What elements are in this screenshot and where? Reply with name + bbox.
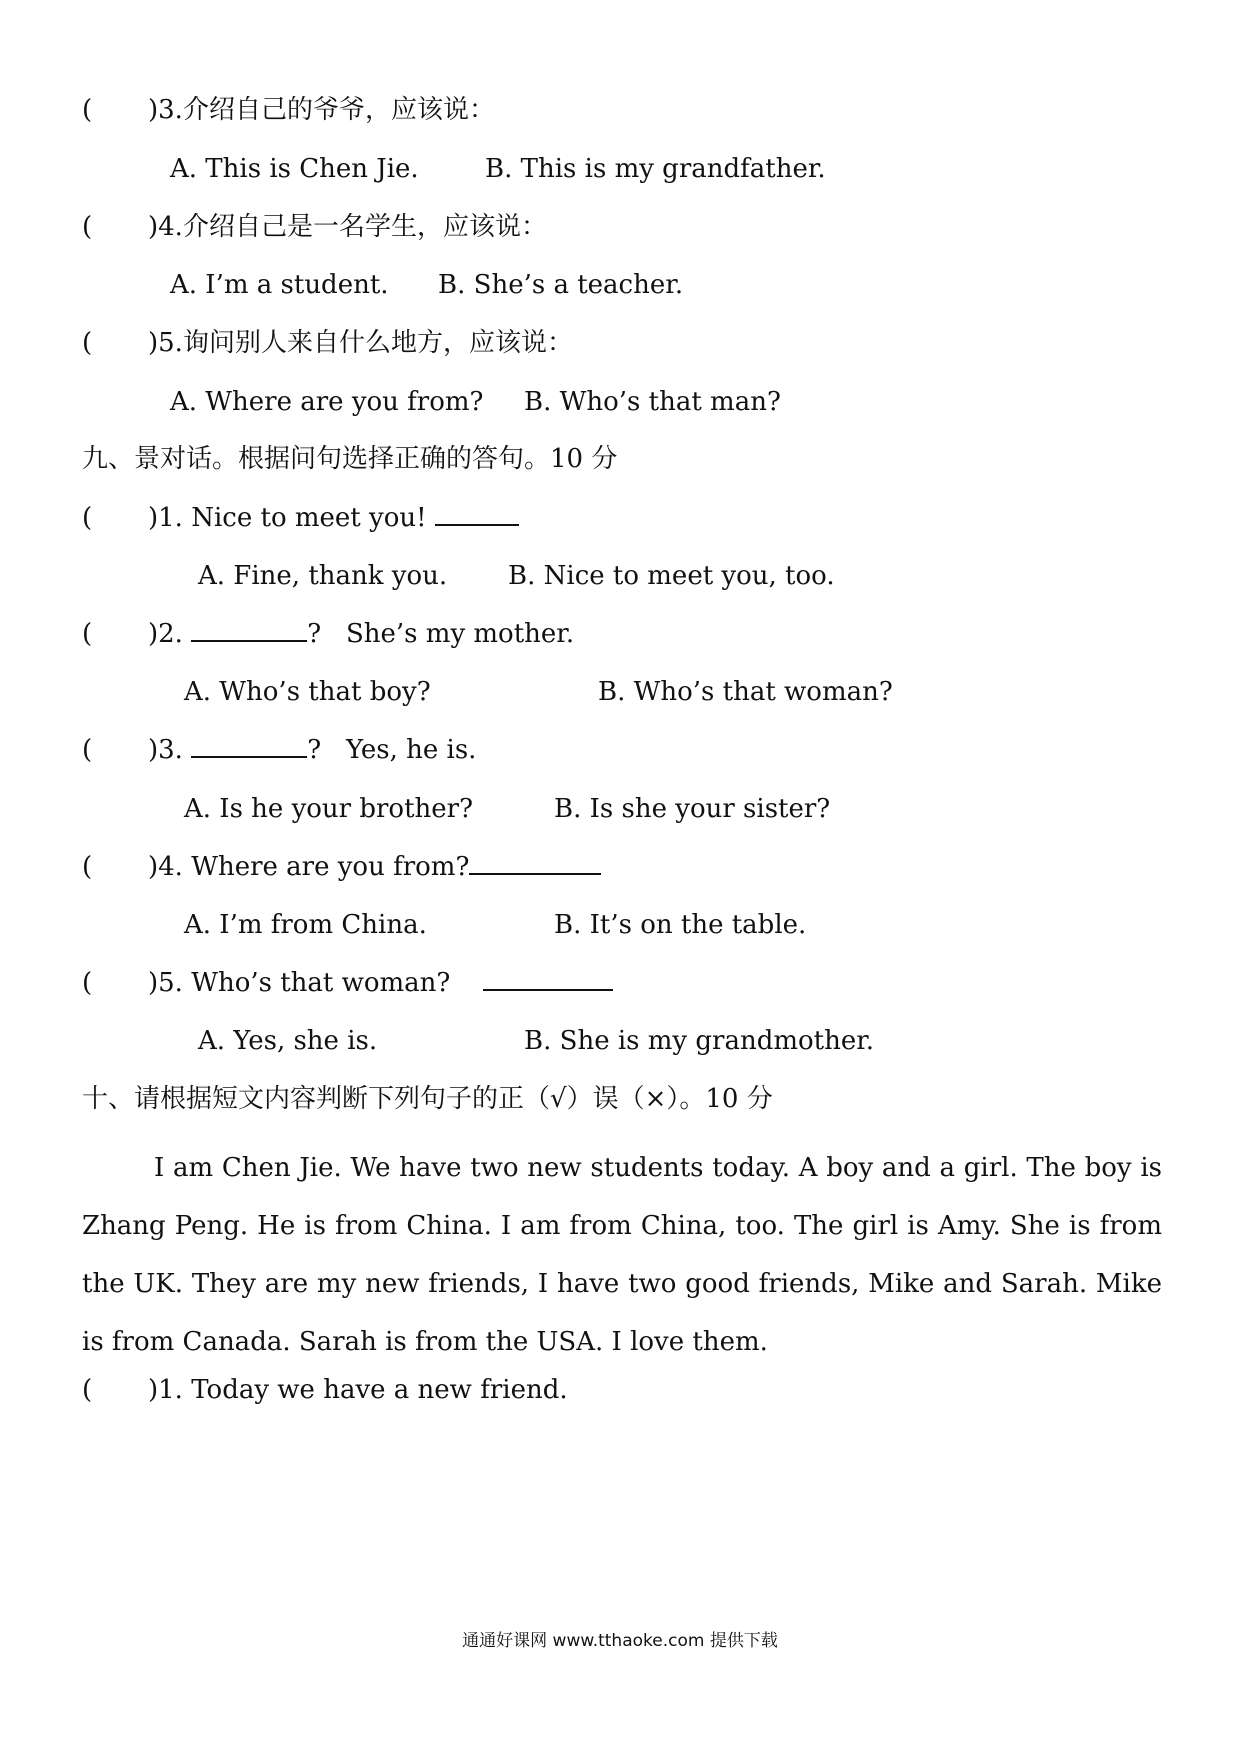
answer-blank[interactable] bbox=[483, 967, 613, 991]
question-stem: Where are you from? bbox=[191, 852, 470, 882]
given-answer: She’s my mother. bbox=[345, 619, 575, 649]
question-9-4 bbox=[82, 849, 601, 885]
option-a: A. This is Chen Jie. bbox=[170, 154, 419, 184]
answer-blank[interactable] bbox=[191, 734, 307, 758]
question-9-2 bbox=[82, 616, 574, 652]
question-number: )5. bbox=[148, 968, 183, 998]
question-number: )2. bbox=[148, 619, 183, 649]
section-heading-9: 九、景对话。根据问句选择正确的答句。10 分 bbox=[82, 444, 618, 474]
answer-blank[interactable] bbox=[191, 618, 307, 642]
answer-paren[interactable]: ( bbox=[82, 968, 93, 998]
option-a: A. Yes, she is. bbox=[198, 1026, 378, 1056]
answer-blank[interactable] bbox=[435, 502, 519, 526]
option-a: A. Fine, thank you. bbox=[198, 561, 448, 591]
option-a: A. Where are you from? bbox=[170, 387, 484, 417]
question-9-1 bbox=[82, 500, 519, 536]
option-b: B. Nice to meet you, too. bbox=[508, 561, 835, 591]
option-b: B. This is my grandfather. bbox=[485, 154, 826, 184]
page-footer: 通通好课网 www.tthaoke.com 提供下载 bbox=[462, 1631, 778, 1651]
question-10-1 bbox=[82, 1372, 568, 1408]
answer-paren[interactable]: ( bbox=[82, 503, 93, 533]
question-8-3 bbox=[82, 92, 495, 128]
question-stem: )1. Today we have a new friend. bbox=[148, 1375, 568, 1405]
option-b: B. She is my grandmother. bbox=[524, 1026, 875, 1056]
question-number: )1. bbox=[148, 503, 183, 533]
question-stem: )3.介绍自己的爷爷，应该说： bbox=[148, 95, 495, 125]
option-a: A. Who’s that boy? bbox=[184, 677, 431, 707]
question-8-5 bbox=[82, 325, 573, 361]
question-9-5 bbox=[82, 965, 613, 1001]
option-b: B. Who’s that woman? bbox=[598, 677, 893, 707]
answer-paren[interactable]: ( bbox=[82, 1375, 93, 1405]
answer-paren[interactable]: ( bbox=[82, 95, 93, 125]
option-b: B. Is she your sister? bbox=[554, 794, 831, 824]
question-number: )4. bbox=[148, 852, 183, 882]
option-a: A. I’m from China. bbox=[184, 910, 427, 940]
question-9-3 bbox=[82, 732, 476, 768]
given-answer: Yes, he is. bbox=[345, 735, 477, 765]
question-stem: )4.介绍自己是一名学生，应该说： bbox=[148, 212, 547, 242]
question-mark: ? bbox=[307, 735, 322, 765]
option-a: A. Is he your brother? bbox=[184, 794, 474, 824]
option-b: B. It’s on the table. bbox=[554, 910, 807, 940]
question-stem: Who’s that woman? bbox=[191, 968, 451, 998]
answer-paren[interactable]: ( bbox=[82, 852, 93, 882]
question-stem: Nice to meet you! bbox=[191, 503, 427, 533]
section-heading-10: 十、请根据短文内容判断下列句子的正（√）误（×）。10 分 bbox=[82, 1084, 773, 1114]
option-b: B. Who’s that man? bbox=[524, 387, 781, 417]
question-stem: )5.询问别人来自什么地方，应该说： bbox=[148, 328, 573, 358]
question-mark: ? bbox=[307, 619, 322, 649]
question-8-4 bbox=[82, 209, 547, 245]
question-number: )3. bbox=[148, 735, 183, 765]
answer-blank[interactable] bbox=[469, 851, 601, 875]
answer-paren[interactable]: ( bbox=[82, 328, 93, 358]
answer-paren[interactable]: ( bbox=[82, 619, 93, 649]
reading-passage: I am Chen Jie. We have two new students today. A boy and a girl. The boy is Zhang Peng. He is from China. I am from China, too. The girl is Amy. She is from the UK. They are my new friends, I have two good friends, Mike and Sarah. Mike is from Canada. Sarah is from the USA. I love them. bbox=[82, 1153, 1162, 1357]
option-b: B. She’s a teacher. bbox=[438, 270, 684, 300]
answer-paren[interactable]: ( bbox=[82, 735, 93, 765]
option-a: A. I’m a student. bbox=[170, 270, 389, 300]
answer-paren[interactable]: ( bbox=[82, 212, 93, 242]
